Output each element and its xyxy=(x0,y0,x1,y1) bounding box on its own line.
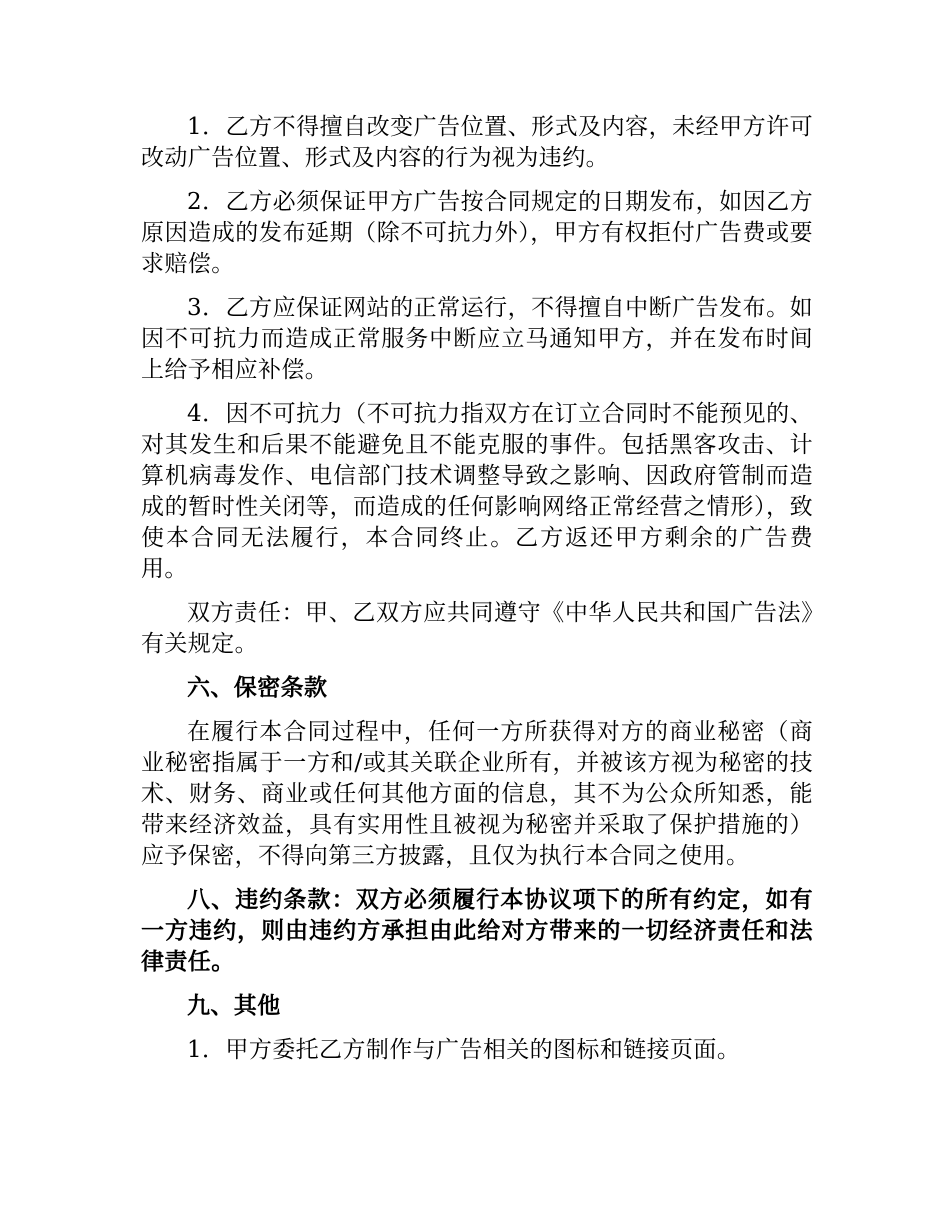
section-6-heading: 六、保密条款 xyxy=(187,675,328,701)
clause-1: 1．乙方不得擅自改变广告位置、形式及内容，未经甲方许可改动广告位置、形式及内容的行为视为违约。 xyxy=(141,114,813,171)
section-8-breach-clause: 八、违约条款：双方必须履行本协议项下的所有约定，如有一方违约，则由违约方承担由此给对方带来的一切经济责任和法律责任。 xyxy=(141,887,813,975)
document-page xyxy=(141,112,813,1079)
section-9-item-1: 1．甲方委托乙方制作与广告相关的图标和链接页面。 xyxy=(187,1037,741,1063)
clause-4: 4．因不可抗力（不可抗力指双方在订立合同时不能预见的、对其发生和后果不能避免且不能克服的事件。包括黑客攻击、计算机病毒发作、电信部门技术调整导致之影响、因政府管制而造成的暂时性关闭等，而造成的任何影响网络正常经营之情形），致使本合同无法履行，本合同终止。乙方返还甲方剩余的广告费用。 xyxy=(141,401,813,582)
mutual-responsibility: 双方责任：甲、乙双方应共同遵守《中华人民共和国广告法》有关规定。 xyxy=(141,600,813,657)
section-9-heading: 九、其他 xyxy=(187,993,281,1019)
clause-2: 2．乙方必须保证甲方广告按合同规定的日期发布，如因乙方原因造成的发布延期（除不可抗力外），甲方有权拒付广告费或要求赔偿。 xyxy=(141,189,813,277)
section-6-body: 在履行本合同过程中，任何一方所获得对方的商业秘密（商业秘密指属于一方和/或其关联企业所有，并被该方视为秘密的技术、财务、商业或任何其他方面的信息，其不为公众所知悉，能带来经济效益，具有实用性且被视为秘密并采取了保护措施的）应予保密，不得向第三方披露，且仅为执行本合同之使用。 xyxy=(141,719,813,869)
clause-3: 3．乙方应保证网站的正常运行，不得擅自中断广告发布。如因不可抗力而造成正常服务中断应立马通知甲方，并在发布时间上给予相应补偿。 xyxy=(141,295,813,383)
